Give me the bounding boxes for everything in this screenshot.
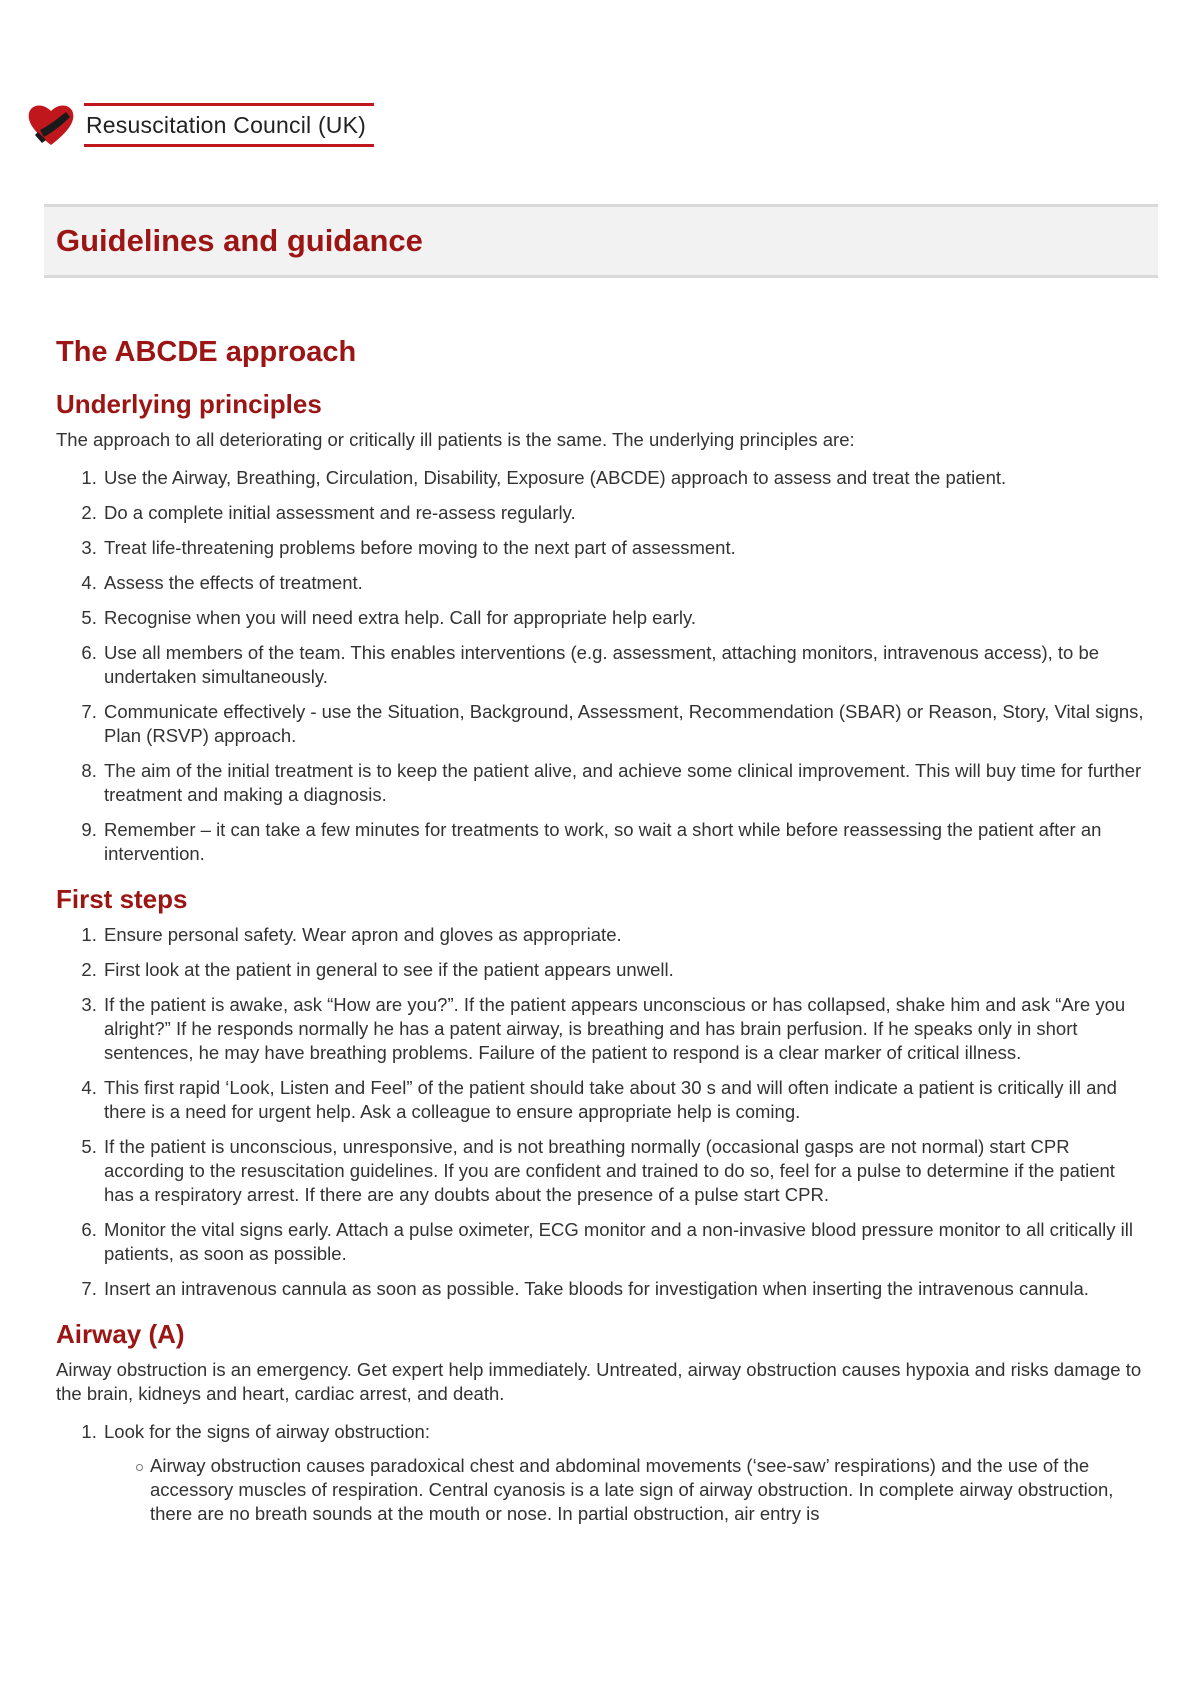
first-steps-list (56, 923, 1146, 1301)
brand-name-block (84, 103, 374, 147)
airway-item-text: Look for the signs of airway obstruction: (104, 1421, 430, 1442)
heading-first-steps: First steps (56, 884, 188, 914)
list-item: 1. Use the Airway, Breathing, Circulation, Disability, Exposure (ABCDE) approach to assess and treat the patient. (102, 466, 1146, 490)
list-item: 7. Insert an intravenous cannula as soon as possible. Take bloods for investigation when inserting the intravenous cannula. (102, 1277, 1146, 1301)
list-item: 2. First look at the patient in general to see if the patient appears unwell. (102, 958, 1146, 982)
list-item: 8. The aim of the initial treatment is to keep the patient alive, and achieve some clinical improvement. This will buy time for further treatment and making a diagnosis. (102, 759, 1146, 807)
main-content (56, 336, 1146, 1544)
list-item (102, 1420, 1146, 1526)
section-banner (44, 204, 1158, 278)
airway-intro: Airway obstruction is an emergency. Get expert help immediately. Untreated, airway obstruction causes hypoxia and risks damage to the brain, kidneys and heart, cardiac arrest, and death. (56, 1359, 1142, 1404)
list-item: 7. Communicate effectively - use the Situation, Background, Assessment, Recommendation (SBAR) or Reason, Story, Vital signs, Plan (RSVP) approach. (102, 700, 1146, 748)
list-item: 4. Assess the effects of treatment. (102, 571, 1146, 595)
banner-title: Guidelines and guidance (56, 223, 423, 258)
sub-list-item: Airway obstruction causes paradoxical chest and abdominal movements (‘see-saw’ respirations) and the use of the accessory muscles of respiration. Central cyanosis is a late sign of airway obstruction. In complete airway obstruction, there are no breath sounds at the mouth or nose. In partial obstruction, air entry is (150, 1454, 1146, 1526)
list-item: 4. This first rapid ‘Look, Listen and Feel” of the patient should take about 30 s and will often indicate a patient is critically ill and there is a need for urgent help. Ask a colleague to ensure appropriate help is coming. (102, 1076, 1146, 1124)
heart-hand-icon (26, 100, 76, 148)
airway-sub-list (104, 1454, 1146, 1526)
brand-name: Resuscitation Council (UK) (86, 112, 367, 138)
brand-logo[interactable] (26, 100, 386, 150)
list-item: 6. Use all members of the team. This enables interventions (e.g. assessment, attaching monitors, intravenous access), to be undertaken simultaneously. (102, 641, 1146, 689)
list-item: 1. Ensure personal safety. Wear apron and gloves as appropriate. (102, 923, 1146, 947)
list-item: 9. Remember – it can take a few minutes for treatments to work, so wait a short while before reassessing the patient after an intervention. (102, 818, 1146, 866)
heading-underlying-principles: Underlying principles (56, 389, 322, 419)
page-title: The ABCDE approach (56, 336, 357, 368)
principles-list (56, 466, 1146, 866)
list-item: 5. Recognise when you will need extra help. Call for appropriate help early. (102, 606, 1146, 630)
brand-rule-bottom (84, 144, 374, 147)
list-item: 6. Monitor the vital signs early. Attach a pulse oximeter, ECG monitor and a non-invasive blood pressure monitor to all critically ill patients, as soon as possible. (102, 1218, 1146, 1266)
heading-airway: Airway (A) (56, 1319, 185, 1349)
list-item: 3. If the patient is awake, ask “How are you?”. If the patient appears unconscious or has collapsed, shake him and ask “Are you alright?” If he responds normally he has a patent airway, is breathing and has brain perfusion. If he speaks only in short sentences, he may have breathing problems. Failure of the patient to respond is a clear marker of critical illness. (102, 993, 1146, 1065)
airway-list (56, 1420, 1146, 1526)
list-item: 2. Do a complete initial assessment and re-assess regularly. (102, 501, 1146, 525)
principles-intro: The approach to all deteriorating or critically ill patients is the same. The underlying principles are: (56, 429, 855, 450)
list-item: 3. Treat life-threatening problems before moving to the next part of assessment. (102, 536, 1146, 560)
list-item: 5. If the patient is unconscious, unresponsive, and is not breathing normally (occasional gasps are not normal) start CPR according to the resuscitation guidelines. If you are confident and trained to do so, feel for a pulse to determine if the patient has a respiratory arrest. If there are any doubts about the presence of a pulse start CPR. (102, 1135, 1146, 1207)
